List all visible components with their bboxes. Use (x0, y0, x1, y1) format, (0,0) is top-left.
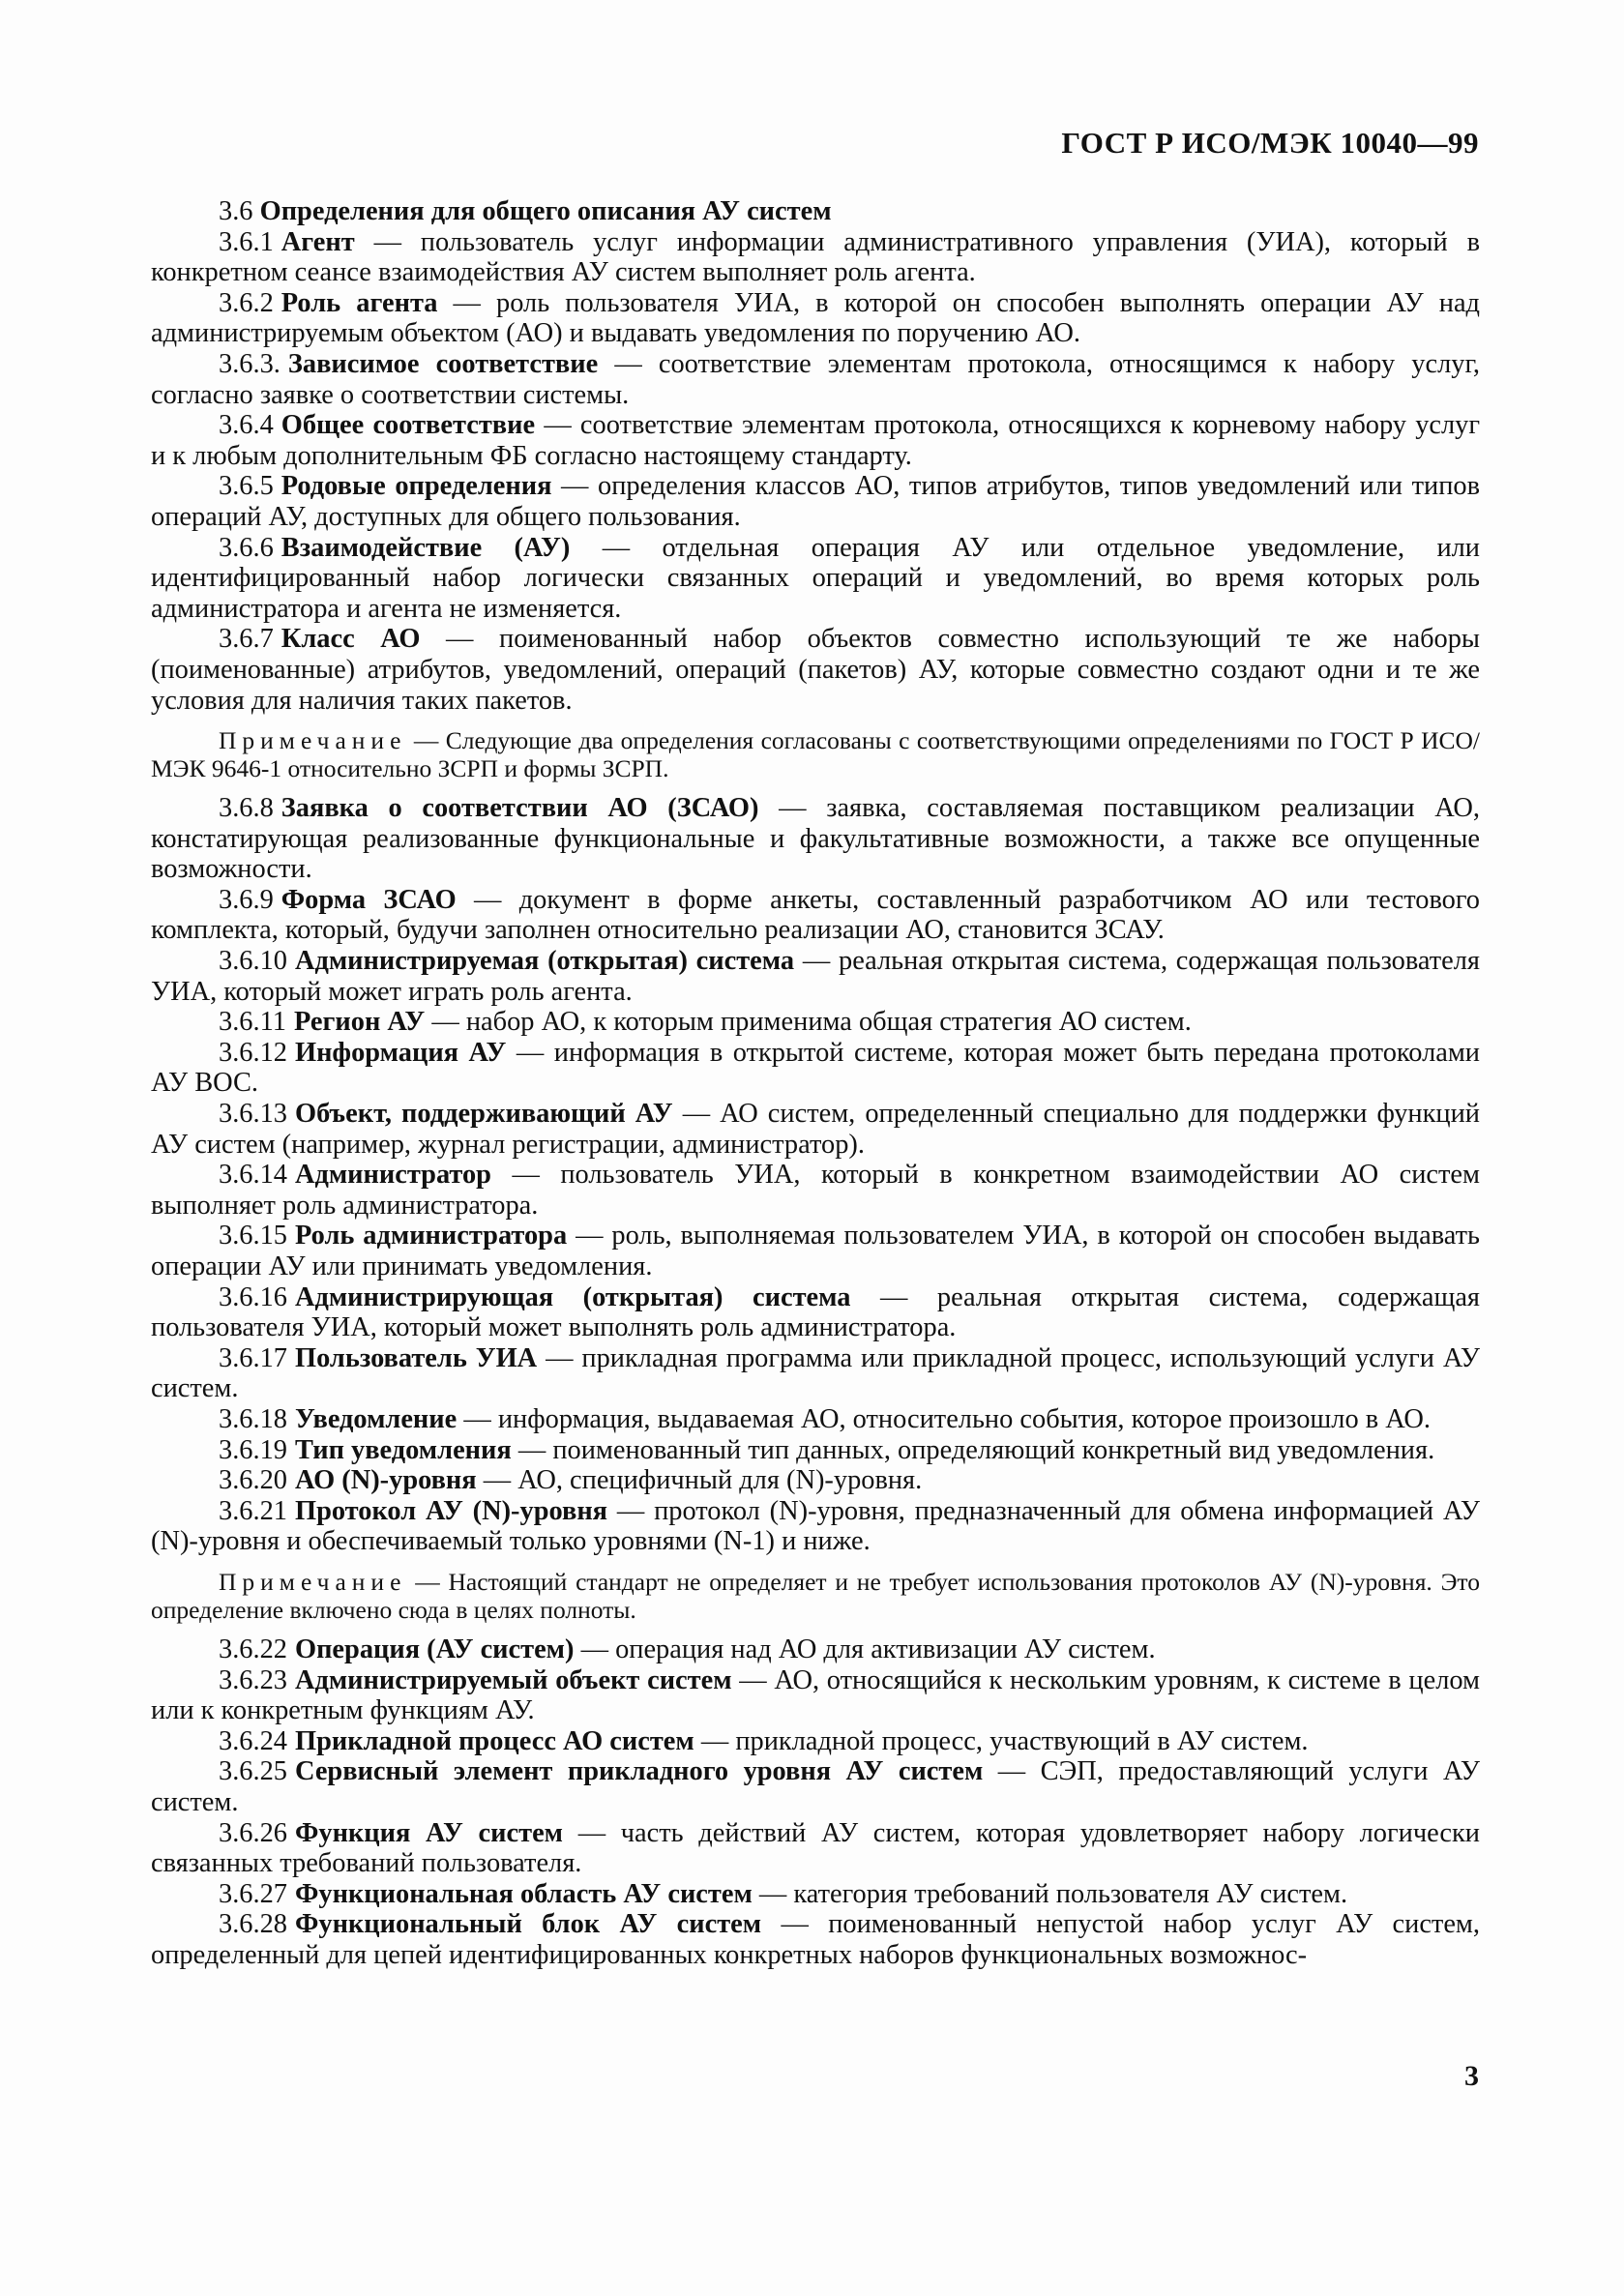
definition-item (151, 1909, 1480, 1970)
definition-text: — часть действий АУ систем, которая удовлетворяет набору логически связанных требований пользователя. (151, 1817, 1480, 1879)
definition-number: 3.6.2 (219, 287, 274, 318)
definition-item (151, 1665, 1480, 1726)
definition-item (151, 1007, 1480, 1038)
definition-number: 3.6.7 (219, 624, 274, 655)
definition-term: Протокол АУ (N)-уровня (294, 1495, 608, 1526)
definitions-group-1 (151, 227, 1480, 717)
note-label: Примечание (219, 726, 407, 755)
definition-number: 3.6.10 (219, 946, 287, 977)
definition-item (151, 885, 1480, 946)
definition-term: Информация АУ (294, 1037, 507, 1068)
definition-text: — заявка, составляемая поставщиком реализации АО, констатирующая реализованные функциональные и факультативные возможности, а также все опущенные возможности. (151, 793, 1480, 885)
definition-number: 3.6.23 (219, 1664, 287, 1695)
definition-number: 3.6.16 (219, 1281, 287, 1312)
definition-text: — роль пользователя УИА, в которой он способен выполнять операции АУ над администрируемым объектом (АО) и выдавать уведомления по поручению АО. (151, 287, 1481, 349)
definition-text: — соответствие элементам протокола, относящимся к набору услуг, согласно заявке о соответствии системы. (151, 348, 1480, 410)
definition-number: 3.6.1 (219, 226, 274, 257)
definition-number: 3.6.5 (219, 471, 274, 502)
definition-text: — прикладной процесс, участвующий в АУ систем. (694, 1725, 1309, 1756)
definition-text: — информация в открытой системе, которая может быть передана протоколами АУ ВОС. (151, 1037, 1480, 1099)
definition-text: — АО, относящийся к нескольким уровням, к системе в целом или к конкретным функциям АУ. (151, 1664, 1480, 1726)
definition-term: Заявка о соответствии АО (ЗСАО) (281, 793, 759, 824)
definition-term: Роль агента (281, 287, 438, 318)
definition-term: Пользователь УИА (294, 1342, 538, 1373)
definition-term: АО (N)-уровня (294, 1465, 477, 1496)
definition-number: 3.6.17 (219, 1342, 287, 1373)
definition-item (151, 1282, 1480, 1343)
section-heading (151, 196, 1480, 227)
definition-number: 3.6.14 (219, 1160, 287, 1191)
document-body (151, 196, 1480, 1970)
definition-term: Форма ЗСАО (281, 884, 457, 915)
definition-term: Администратор (294, 1160, 491, 1191)
definition-text: — АО, специфичный для (N)-уровня. (476, 1465, 923, 1496)
definition-text: — операция над АО для активизации АУ систем. (574, 1634, 1156, 1664)
definition-text: — протокол (N)-уровня, предназначенный для обмена информацией АУ (N)-уровня и обеспечиваемый только уровнями (N-1) и ниже. (151, 1495, 1481, 1557)
definition-term: Функциональный блок АУ систем (294, 1909, 762, 1940)
definition-item (151, 1435, 1480, 1466)
definition-term: Родовые определения (281, 471, 552, 502)
definition-term: Администрируемый объект систем (294, 1664, 732, 1695)
note-label: Примечание (219, 1567, 407, 1596)
definition-term: Роль администратора (294, 1221, 568, 1251)
definition-text: — определения классов АО, типов атрибутов, типов уведомлений или типов операций АУ, доступных для общего пользования. (151, 471, 1480, 532)
definition-item (151, 1404, 1480, 1435)
definition-item (151, 1160, 1480, 1221)
definition-item (151, 1099, 1480, 1160)
definition-item (151, 227, 1480, 288)
definition-text: — АО систем, определенный специально для поддержки функций АУ систем (например, журнал регистрации, администратор). (151, 1099, 1480, 1160)
definition-term: Операция (АУ систем) (294, 1634, 575, 1664)
note-1 (151, 726, 1480, 782)
section-number: 3.6 (219, 196, 253, 226)
definition-number: 3.6.19 (219, 1434, 287, 1465)
definition-number: 3.6.22 (219, 1634, 287, 1664)
definition-item (151, 793, 1480, 885)
definition-number: 3.6.27 (219, 1878, 287, 1909)
definition-text: — информация, выдаваемая АО, относительно события, которое произошло в АО. (457, 1403, 1431, 1434)
definition-term: Сервисный элемент прикладного уровня АУ систем (294, 1756, 984, 1787)
definition-number: 3.6.18 (219, 1403, 287, 1434)
definition-number: 3.6.8 (219, 793, 274, 824)
definition-term: Класс АО (281, 624, 421, 655)
definition-item (151, 349, 1480, 410)
definition-number: 3.6.12 (219, 1037, 287, 1068)
definition-text: — категория требований пользователя АУ систем. (752, 1878, 1348, 1909)
definition-number: 3.6.15 (219, 1221, 287, 1251)
definition-text: — реальная открытая система, содержащая пользователя УИА, который может выполнять роль администратора. (151, 1281, 1480, 1343)
definition-text: — роль, выполняемая пользователем УИА, в которой он способен выдавать операции АУ или принимать уведомления. (151, 1221, 1480, 1281)
definition-term: Регион АУ (293, 1007, 426, 1038)
definition-number: 3.6.9 (219, 884, 274, 915)
definition-text: — поименованный набор объектов совместно использующий те же наборы (поименованные) атрибутов, уведомлений, операций (пакетов) АУ, которые совместно создают одни и те же условия для наличия таких пакетов. (151, 624, 1480, 716)
definition-text: — пользователь услуг информации административного управления (УИА), который в конкретном сеансе взаимодействия АУ систем выполняет роль агента. (151, 226, 1480, 288)
definition-item (151, 1038, 1480, 1099)
definition-item (151, 1726, 1480, 1757)
definition-number: 3.6.4 (219, 410, 274, 441)
note-text: — Настоящий стандарт не определяет и не требует использования протоколов АУ (N)-уровня. Это определение включено сюда в целях полноты. (151, 1567, 1480, 1624)
definition-item (151, 410, 1480, 471)
definition-term: Объект, поддерживающий АУ (294, 1099, 673, 1130)
definition-term: Агент (281, 226, 355, 257)
definition-term: Прикладной процесс АО систем (294, 1725, 694, 1756)
definition-text: — соответствие элементам протокола, относящихся к корневому набору услуг и к любым дополнительным ФБ согласно настоящему стандарту. (151, 410, 1480, 471)
definition-item (151, 1343, 1480, 1404)
definition-item (151, 288, 1480, 349)
document-header: ГОСТ Р ИСО/МЭК 10040—99 (1061, 126, 1479, 160)
definitions-group-2 (151, 793, 1480, 1557)
definition-text: — документ в форме анкеты, составленный разработчиком АО или тестового комплекта, который, будучи заполнен относительно реализации АО, становится ЗСАУ. (151, 884, 1480, 946)
definition-term: Уведомление (294, 1403, 458, 1434)
definition-term: Общее соответствие (281, 410, 536, 441)
definition-item (151, 1221, 1480, 1281)
definition-number: 3.6.21 (219, 1495, 287, 1526)
definition-number: 3.6.24 (219, 1725, 287, 1756)
definition-text: — поименованный тип данных, определяющий конкретный вид уведомления. (511, 1434, 1435, 1465)
definition-number: 3.6.26 (219, 1817, 287, 1848)
definition-item (151, 533, 1480, 625)
definition-text: — реальная открытая система, содержащая пользователя УИА, который может играть роль агента. (151, 946, 1480, 1007)
definition-number: 3.6.20 (219, 1465, 287, 1496)
definition-number: 3.6.13 (219, 1099, 287, 1130)
definition-item (151, 1496, 1480, 1557)
definition-term: Администрирующая (открытая) система (294, 1281, 851, 1312)
definition-item (151, 946, 1480, 1007)
definition-term: Зависимое соответствие (287, 348, 599, 379)
definition-item (151, 1879, 1480, 1910)
definition-term: Администрируемая (открытая) система (294, 946, 795, 977)
definition-number: 3.6.11 (219, 1007, 286, 1038)
definition-number: 3.6.25 (219, 1756, 287, 1787)
definition-number: 3.6.6 (219, 532, 274, 563)
definition-number: 3.6.28 (219, 1909, 287, 1940)
definition-item (151, 471, 1480, 532)
definition-term: Взаимодействие (АУ) (281, 532, 571, 563)
definition-item (151, 1634, 1480, 1665)
definition-term: Функциональная область АУ систем (294, 1878, 753, 1909)
definition-text: — набор АО, к которым применима общая стратегия АО систем. (425, 1007, 1192, 1038)
note-2 (151, 1568, 1480, 1624)
definition-text: — поименованный непустой набор услуг АУ систем, определенный для цепей идентифицированных конкретных наборов функциональных возможнос- (151, 1909, 1480, 1970)
section-title: Определения для общего описания АУ систем (259, 196, 832, 226)
definition-item (151, 624, 1480, 716)
definition-text: — прикладная программа или прикладной процесс, использующий услуги АУ систем. (151, 1342, 1480, 1404)
definition-text: — пользователь УИА, который в конкретном взаимодействии АО систем выполняет роль администратора. (151, 1160, 1480, 1221)
note-text: — Следующие два определения согласованы с соответствующими определениями по ГОСТ Р ИСО/МЭК 9646-1 относительно ЗСРП и формы ЗСРП. (151, 726, 1480, 783)
definition-text: — СЭП, предоставляющий услуги АУ систем. (151, 1756, 1480, 1817)
definitions-group-3 (151, 1634, 1480, 1971)
definition-text: — отдельная операция АУ или отдельное уведомление, или идентифицированный набор логически связанных операций и уведомлений, во время которых роль администратора и агента не изменяется. (151, 532, 1480, 624)
page-number: 3 (1464, 2060, 1479, 2092)
definition-item (151, 1465, 1480, 1496)
definition-number: 3.6.3. (219, 348, 281, 379)
definition-term: Тип уведомления (294, 1434, 512, 1465)
definition-item (151, 1756, 1480, 1817)
definition-item (151, 1818, 1480, 1879)
definition-term: Функция АУ систем (294, 1817, 564, 1848)
